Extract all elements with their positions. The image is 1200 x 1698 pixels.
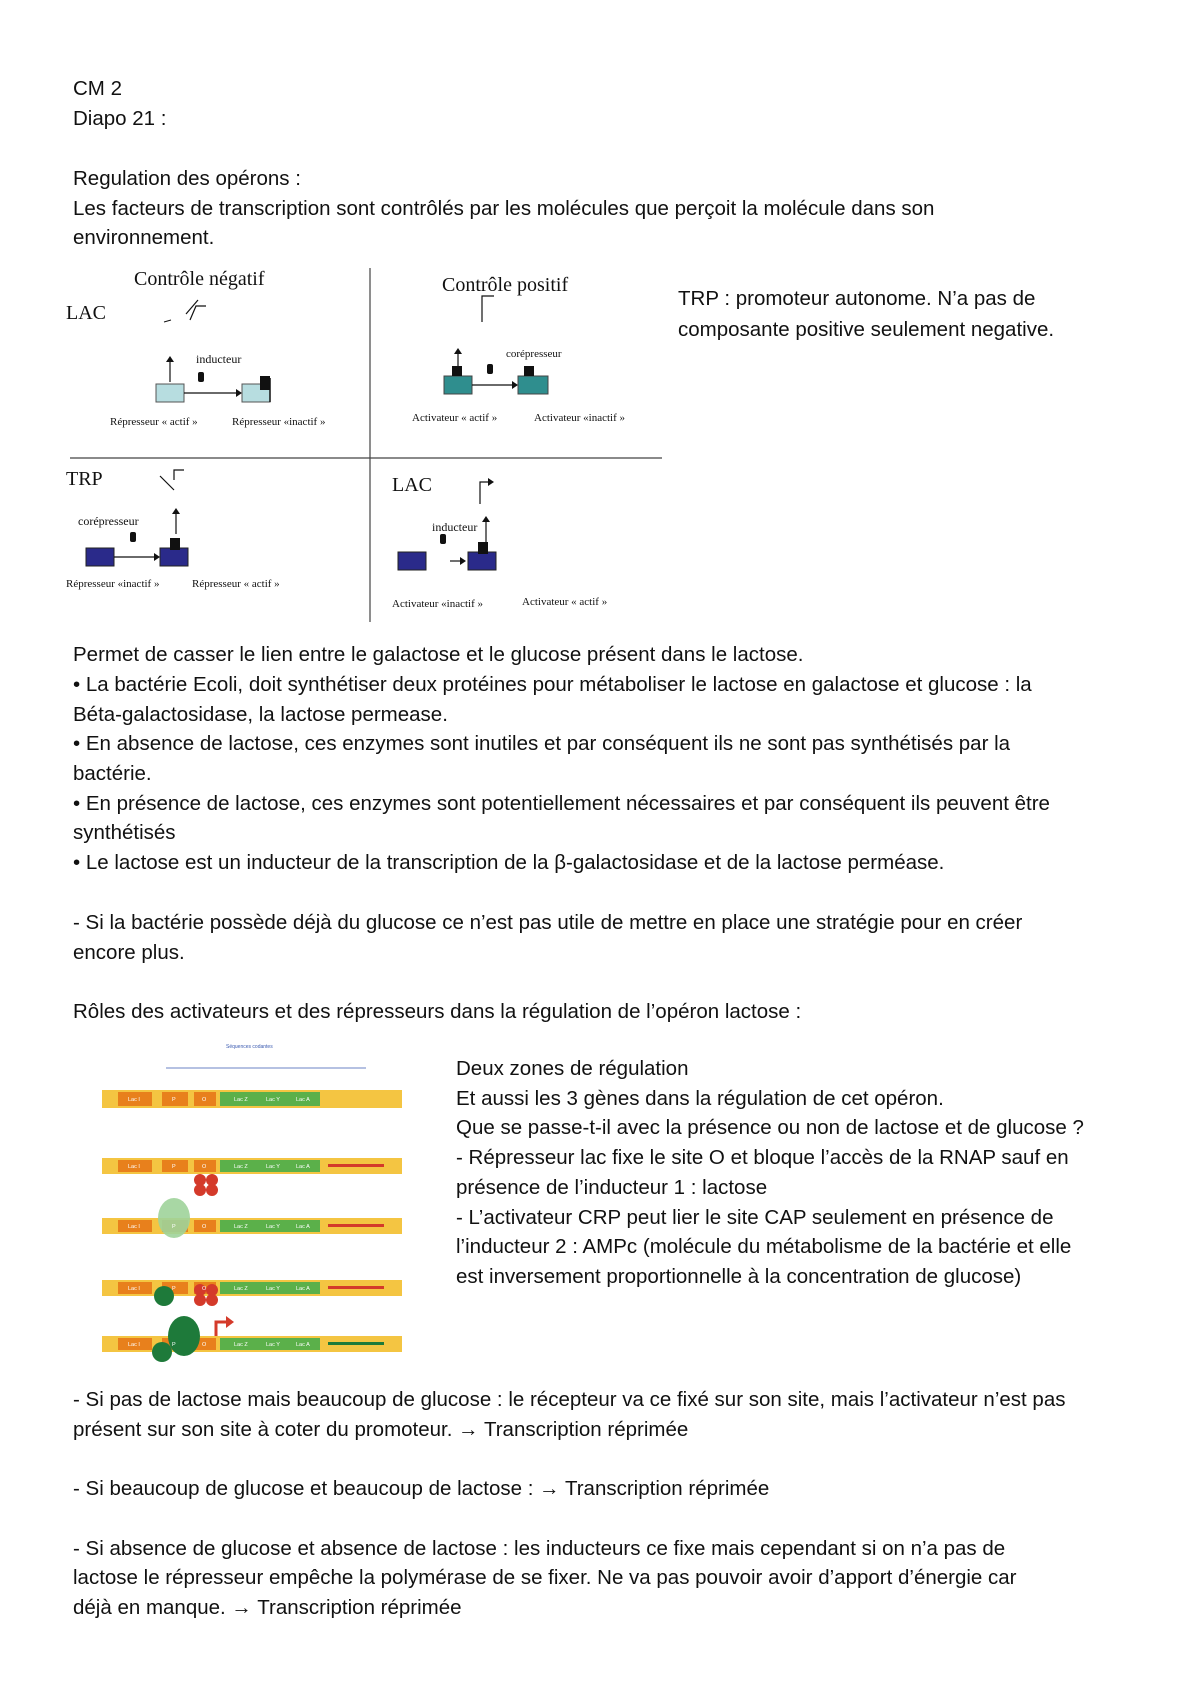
gene-label: Lac Y: [266, 1342, 280, 1348]
svg-text:Séquences codantes: Séquences codantes: [226, 1044, 273, 1050]
course-title: CM 2: [73, 77, 122, 100]
gene-label: Lac I: [128, 1342, 140, 1348]
gene-label: Lac I: [128, 1097, 140, 1103]
paragraph-line: synthétisés: [73, 821, 176, 844]
lac-operon-diagram: [66, 1040, 438, 1364]
case-line: lactose le répresseur empêche la polymérase de se fixer. Ne va pas pouvoir avoir d’apport d’énergie car: [73, 1566, 1017, 1589]
gene-label: O: [202, 1224, 207, 1230]
gene-label: Lac Z: [234, 1097, 248, 1103]
trp-note-line: composante positive seulement negative.: [678, 318, 1055, 341]
gene-label: Lac Z: [234, 1286, 248, 1292]
gene-label: P: [172, 1286, 176, 1292]
case-line: - Si pas de lactose mais beaucoup de glucose : le récepteur va ce fixé sur son site, mais l’activateur n’est pas: [73, 1388, 1066, 1411]
case-line: - Si absence de glucose et absence de lactose : les inducteurs ce fixe mais cependant si on n’a pas de: [73, 1537, 1006, 1560]
gene-label: P: [172, 1097, 176, 1103]
paragraph-line: • Le lactose est un inducteur de la transcription de la β-galactosidase et de la lactose perméase.: [73, 851, 945, 874]
regulation-line: - L’activateur CRP peut lier le site CAP seulement en présence de: [456, 1206, 1054, 1229]
intro-line: environnement.: [73, 226, 215, 249]
q4-molecule: inducteur: [432, 520, 478, 534]
gene-label: Lac A: [296, 1342, 310, 1348]
trp-note: [678, 283, 1054, 345]
gene-label: Lac Z: [234, 1224, 248, 1230]
q3-molecule: corépresseur: [78, 514, 139, 528]
slide-title: Diapo 21 :: [73, 107, 167, 130]
gene-label: Lac Z: [234, 1342, 248, 1348]
q4-right-caption: Activateur « actif »: [522, 596, 608, 608]
trp-note-line: TRP : promoteur autonome. N’a pas de: [678, 287, 1036, 310]
gene-label: Lac Z: [234, 1164, 248, 1170]
gene-label: Lac A: [296, 1097, 310, 1103]
gene-label: P: [172, 1342, 176, 1348]
gene-label: Lac A: [296, 1164, 310, 1170]
gene-label: Lac Y: [266, 1097, 280, 1103]
case-line: déjà en manque. → Transcription réprimée: [73, 1596, 462, 1619]
q3-left-caption: Répresseur «inactif »: [66, 578, 160, 590]
q1-right-caption: Répresseur «inactif »: [232, 416, 326, 428]
gene-label: Lac I: [128, 1164, 140, 1170]
control-diagram-graphics: [62, 266, 666, 624]
gene-label: Lac A: [296, 1286, 310, 1292]
q2-right-caption: Activateur «inactif »: [534, 412, 626, 424]
q2-left-caption: Activateur « actif »: [412, 412, 498, 424]
paragraph-line: bactérie.: [73, 762, 152, 785]
gene-label: Lac A: [296, 1224, 310, 1230]
q4-label: LAC: [392, 474, 432, 496]
gene-label: O: [202, 1097, 207, 1103]
q2-molecule: corépresseur: [506, 348, 562, 360]
negative-control-title: Contrôle négatif: [134, 268, 265, 290]
control-diagram: [62, 266, 666, 624]
paragraph-line: • En présence de lactose, ces enzymes sont potentiellement nécessaires et par conséquent ils peuvent être: [73, 792, 1050, 815]
intro-line: Les facteurs de transcription sont contrôlés par les molécules que perçoit la molécule dans son: [73, 197, 935, 220]
gene-label: Lac I: [128, 1286, 140, 1292]
paragraph-line: • En absence de lactose, ces enzymes sont inutiles et par conséquent ils ne sont pas synthétisés par la: [73, 732, 1011, 755]
q1-label: LAC: [66, 302, 106, 324]
section-heading: Rôles des activateurs et des répresseurs dans la régulation de l’opéron lactose :: [73, 1000, 802, 1023]
case-line: - Si beaucoup de glucose et beaucoup de lactose : → Transcription réprimée: [73, 1477, 770, 1500]
regulation-line: - Répresseur lac fixe le site O et bloque l’accès de la RNAP sauf en: [456, 1146, 1069, 1169]
regulation-line: Deux zones de régulation: [456, 1057, 689, 1080]
q3-right-caption: Répresseur « actif »: [192, 578, 280, 590]
gene-label: O: [202, 1164, 207, 1170]
q3-label: TRP: [66, 468, 103, 490]
q1-left-caption: Répresseur « actif »: [110, 416, 198, 428]
q4-left-caption: Activateur «inactif »: [392, 598, 484, 610]
q1-molecule: inducteur: [196, 352, 242, 366]
gene-label: O: [202, 1342, 207, 1348]
paragraph-line: Permet de casser le lien entre le galactose et le glucose présent dans le lactose.: [73, 643, 804, 666]
regulation-line: Et aussi les 3 gènes dans la régulation de cet opéron.: [456, 1087, 944, 1110]
paragraph-line: - Si la bactérie possède déjà du glucose ce n’est pas utile de mettre en place une stratégie pour en créer: [73, 911, 1023, 934]
paragraph-line: Béta-galactosidase, la lactose permease.: [73, 703, 448, 726]
section-title: Regulation des opérons :: [73, 167, 301, 190]
regulation-line: Que se passe-t-il avec la présence ou non de lactose et de glucose ?: [456, 1116, 1084, 1139]
gene-label: Lac Y: [266, 1224, 280, 1230]
paragraph-line: encore plus.: [73, 941, 185, 964]
regulation-line: est inversement proportionnelle à la concentration de glucose): [456, 1265, 1022, 1288]
positive-control-title: Contrôle positif: [442, 274, 569, 296]
gene-label: Lac Y: [266, 1286, 280, 1292]
regulation-line: l’inducteur 2 : AMPc (molécule du métabolisme de la bactérie et elle: [456, 1235, 1072, 1258]
case-line: présent sur son site à coter du promoteur. → Transcription réprimée: [73, 1418, 689, 1441]
gene-label: Lac I: [128, 1224, 140, 1230]
gene-label: Lac Y: [266, 1164, 280, 1170]
regulation-line: présence de l’inducteur 1 : lactose: [456, 1176, 768, 1199]
lac-operon-graphics: [66, 1040, 438, 1364]
gene-label: O: [202, 1286, 207, 1292]
gene-label: P: [172, 1164, 176, 1170]
gene-label: P: [172, 1224, 176, 1230]
paragraph-line: • La bactérie Ecoli, doit synthétiser deux protéines pour métaboliser le lactose en galactose et glucose : la: [73, 673, 1032, 696]
